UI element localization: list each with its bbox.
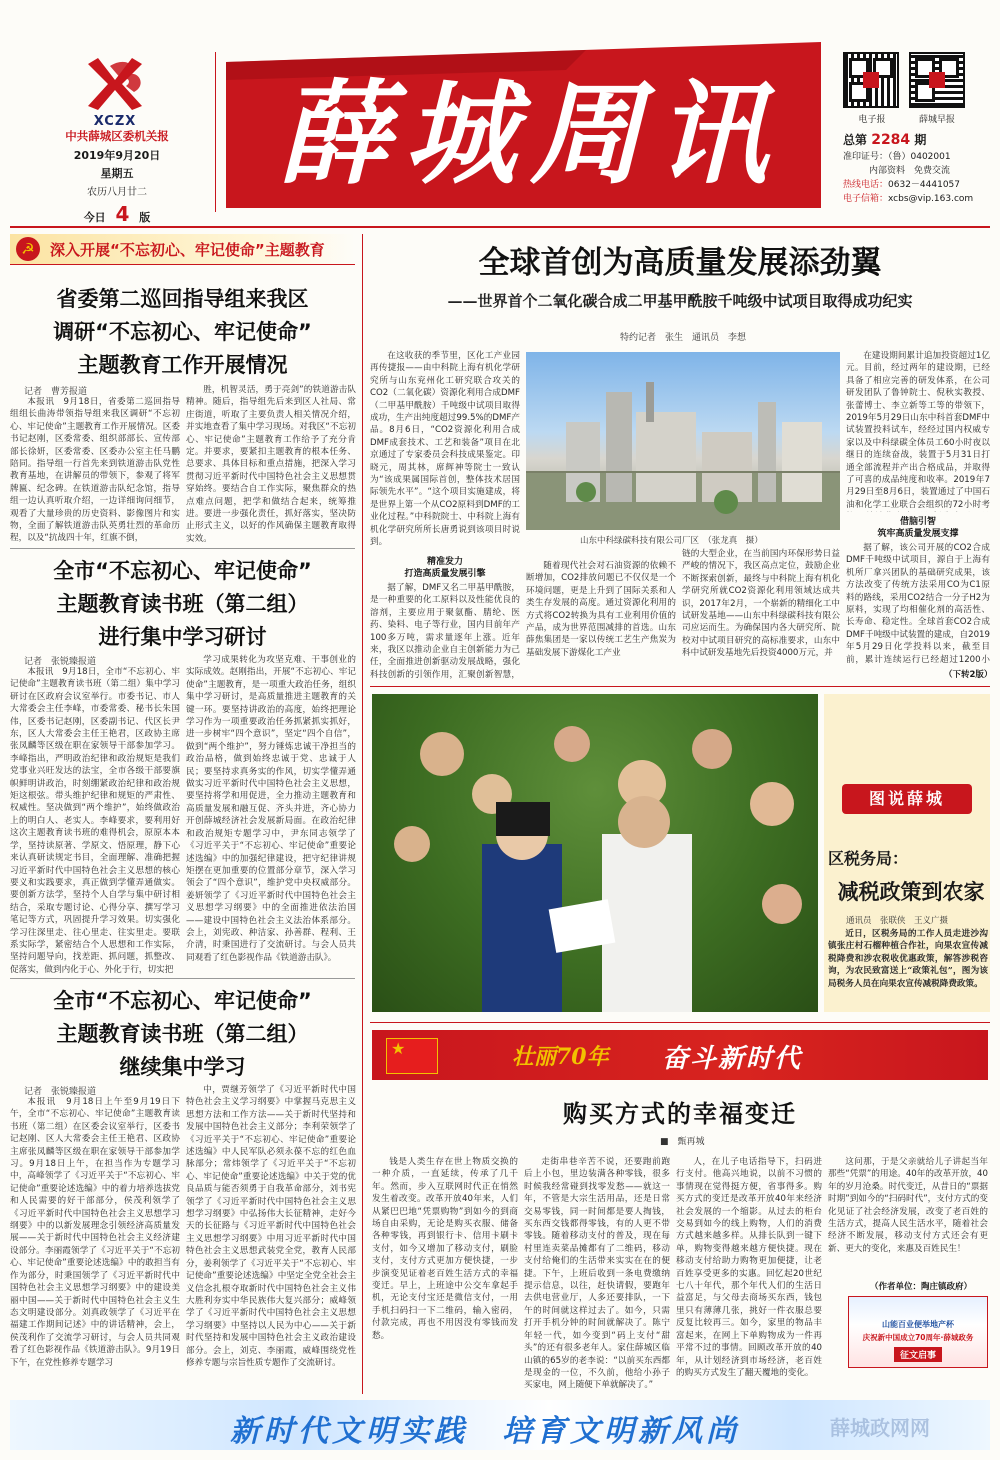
main-subhead2: 借脑引智 筑牢高质量发展支撑 [877,517,959,539]
qr-block [845,54,985,124]
main-col2b: 随着现代社会对石油资源的依赖不断增加，CO2排放问题已不仅仅是一个环境问题，更是上升到了国际关系和人类生存发展的高度。通过资源化利用的方式将CO2转换为具有工业利用价值的产品，成为世界范围减排的首选。山东薛焦集团是一家以传统工艺生产焦炭为基础发展下游煤化工产业 [526,561,676,658]
issue-info [843,133,993,206]
article1-byline: 记者 曹芳报道 [24,387,88,397]
issue-number: 总第 2284 期 [843,132,927,148]
photo-caption: 山东中科绿碳科技有限公司厂区 （张龙真 摄） [580,536,763,546]
article1-col1: 本报讯 9月18日，省委第二巡回指导组组长曲涛带领指导组来我区调研“不忘初心、牢记使命”主题教育工作开展情况。区委书记赵刚，区委常委、组织部部长、宣传部部长徐妍，区委常委、区委办公室主任马鹏陪同。指导组一行首先来到铁道游击队党性教育基地，在讲解员的带领下，参观了将军牌匾、纪念碑。在铁道游击队纪念馆，指导组一边认真听取介绍，一边详细询问细节，观看了大量珍贵的历史资料、影像图片和实物，全面了解铁道游击队英勇壮烈的革命历程，以及“抗战四十年，红旗不倒， [10,397,180,544]
article3-headline: 全市“不忘初心、牢记使命” 主题教育读书班（第二组） 继续集中学习 [53,989,312,1079]
qr-code-epaper[interactable] [845,54,897,106]
theme-banner-text: 深入开展“不忘初心、牢记使命”主题教育 [50,241,325,259]
qr1-label: 电子报 [858,115,886,125]
weekday: 星期五 [100,167,134,180]
photo-essay-title1: 区税务局： [828,849,909,868]
orchard-illustration [372,694,818,1012]
page-count: 今日 4 版 [83,202,151,226]
footer-slogan: 新时代文明实践 培育文明新风尚 [230,1414,740,1449]
main-subheadline: ——世界首个二氧化碳合成二甲基甲酰胺千吨级中试项目取得成功纪实 [447,292,913,310]
feature-banner [372,1030,988,1080]
continued-note: （下转2版） [944,670,993,680]
ad-line1: 山能百业便举地产杯 [882,1320,954,1329]
article2-col1: 本报讯 9月18日，全市“不忘初心、牢记使命”主题教育读书班（第二组）集中学习研讨在区政府会议室举行。市委书记、市人大常委会主任李峰，市委常委、秘书长朱国伟，区委书记赵刚，区委副书记、代区长尹东，区人大常委会主任王艳君，区政协主席张凤麟等区级在职在家领导干部参加学习。李峰指出，严明政治纪律和政治规矩是我们党事业兴旺发达的法宝，全市各级干部要旗帜鲜明讲政治，时刻绷紧政治纪律和政治规矩这根弦。带头维护纪律和规矩的严肃性、权威性。坚决做到“两个维护”，始终做政治上的明白人、老实人。李峰要求，要利用好这次主题教育读书班的难得机会，原原本本学，坚持读原著、学原文、悟原理，静下心来认真研读规定书目，全面理解、准确把握习近平新时代中国特色社会主义思想的核心要义和实践要求，真正做到学懂弄通做实。要创新方法学，坚持个人自学与集中研讨相结合，采取专题讨论、心得分享、撰写学习笔记等方式，巩固提升学习效果。切实强化学习往深里走、往心里走、往实里走。要联系实际学，紧密结合个人思想和工作实际，坚持问题导向，找差距、抓问题，抓整改、促落实，做到内化于心、外化于行，切实把 [10,667,180,974]
party-emblem-icon: ☭ [16,237,40,261]
masthead [0,0,1000,228]
article2-headline: 全市“不忘初心、牢记使命” 主题教育读书班（第二组） 进行集中学习研讨 [53,559,312,649]
feature-col1: 钱是人类生存在世上物质交换的一种介质，一直延续，传承了几千年。然而，步入互联网时代正在悄然发生着改变。改革开放40年来，人们从紧巴巴地“凭票购物”到如今的到商场自由采购，无论是购买衣服、储备各种零钱，再到银行卡、信用卡刷卡支付，如今又增加了移动支付，刷脸支付，支付方式更加方便快捷，一步步演变见证着老百姓生活方式的幸福变迁。早上，上班途中公交车拿起手机，无论支付宝还是微信支付，一用手机扫码扫一下二维码，输入密码，付款完成，再也不用因没有零钱而发愁。 [372,1157,518,1341]
article2-byline: 记者 张锐臻报道 [24,657,97,667]
main-col4b: 据了解，该公司开展的CO2合成DMF千吨级中试项目，源自于上海有机所厂拿兴团队的基础研究成果，该方法改变了传统方法采用CO为C1原料的路线，采用CO2结合一分子H2为原料，实现了均相催化剂的高活性、长寿命、稳定性。全球首套CO2合成DMF千吨级中试装置的建成，自2019年5月29日化学投料以来，截至目前，累计连续运行已经超过1200小 [846,543,990,665]
main-col1: 在这收获的季节里，区化工产业园再传捷报——由中科院上海有机化学研究所与山东兖州化工研究联合攻关的CO2（二氧化碳）资源化利用合成DMF（二甲基甲酰胺）千吨级中试项目取得成功，生产出纯度超过99.5%的DMF产品。8月6日，“CO2资源化利用合成DMF成套技术、工艺和装备”项目在北京通过了专家委员会科技成果鉴定。印晓元，周其林，席辉神等院士一致认为“该成果属国际首创，整体技术居国际领先水平”。“这个项目实施建成，将是世界上第一个从CO2原料到DMF的工业化过程。”中科院院士、中科院上海有机化学研究所所长唐勇说到该项目时说到。 [370,351,520,548]
main-byline: 特约记者 张生 通讯员 李想 [620,333,747,343]
feature-endnote: （作者单位：陶庄镇政府） [870,1282,973,1292]
lunar-date: 农历八月廿二 [87,187,147,198]
feature-headline: 购买方式的幸福变迁 [563,1100,797,1128]
hotline: 热线电话：0632－4441057 [843,180,961,190]
main-col4: 在建设期间累计追加投资超过1亿元。目前，经过两年的建设期，已经具备了相应完善的研发体系，在公司研发团队了鲁钟院士、倪秋实教授、张蕾博士、李立新等工等的带领下，2019年5月29日山东中科首套DMF中试装置投料试车，经经过国内权威专家以及中科绿碳全体员工60小时夜以继日的连续奋战，装置于5月31日打通全部流程并产出合格成品，并取得了可喜的成品纯度和收率。2019年7月29日至8月6日，装置通过了中国石油和化学工业联合会组织的72小时考 [846,351,990,510]
feature-col4: 这问那，于是父亲就给儿子讲起当年那些“凭票”的用途。40年的改革开放，40年的岁月沧桑。时代变迁，从昔日的“票据时期”到如今的“扫码时代”，支付方式的变化见证了社会经济发展，改变了老百姓的生活方式，提高人民生活水平，随着社会经济不断发展，移动支付方式还会有更新、更大的变化，来惠及百姓民生！ [828,1157,988,1254]
issue-date: 2019年9月20日 [73,149,161,162]
qr2-label: 薛城早报 [918,115,955,125]
title-block [226,40,821,210]
factory-illustration [526,352,840,530]
article3-col1: 本报讯 9月18日上午至9月19日下午，全市“不忘初心、牢记使命”主题教育读书班（第二组）在区委会议室举行，区委书记赵刚、区人大常委会主任王艳君、区政协主席张凤麟等区级在职在家领导干部参加学习。9月18日上午，在担当作为专题学习中，高峰领学了《习近平关于“不忘初心、牢记使命”重要论述选编》中的着力培养选拔党和人民需要的好干部部分，侯茂利领学了《习近平新时代中国特色社会主义思想学习纲要》中的以新发展理念引领经济高质量发展——关于新时代中国特色社会主义经济建设部分。李丽霞领学了《习近平关于“不忘初心、牢记使命”重要论述选编》中的敢担当有作为部分，时秉国领学了《习近平新时代中国特色社会主义思想学习纲要》中的建设美丽中国——关于新时代中国特色社会主义生态文明建设部分。刘真政领学了《习近平在福建工作期间记述》中的讲话精神，会上，侯茂利作了交流学习研讨，与会人员共同观看了红色影视作品《铁道游击队》。9月19日下午，在党性修养专题学习 [10,1097,180,1368]
permit: 准印证号：（鲁）0402001 [843,152,951,162]
article3-byline: 记者 张锐臻报道 [24,1087,97,1097]
ad-line3: 征文启事 [894,1347,942,1362]
qr-code-morning[interactable] [911,54,963,106]
feature-col3: 人，在儿子电话指导下，扫码进行支付。他高兴地说，以前不习惯的事情现在觉得挺方便，省事得多。购买方式的变迁是改革开放40年来经济社会发展的一个缩影。从过去的柜台交易到如今的线上购物，人们的消费方式越来越多样。从排长队到一键下单，购物变得越来越方便快捷。现在移动支付给助力购物更加便捷，让老百姓享受更多的实惠。回忆起20世纪七八十年代，那个年代人们的生活日益富足，与父母去商场买东西，钱包里只有薄薄几张，挑好一件衣服总要反复比较再三。如今，家里的物品丰富起来，在网上下单购物成为一件再平常不过的事情。回顾改革开放的40年，从计划经济到市场经济，老百姓的购买方式发生了翻天覆地的变化。 [676,1157,822,1378]
footer-watermark: 薛城政网网 [830,1416,930,1440]
masthead-rule [10,226,990,228]
feature-col2: 走街串巷辛苦不说，还要跑前跑后上小包，里边装满各种零钱，很多时候我经常碰到找零发愁——就这一年，不管是大宗生活用品，还是日常交易零钱，同一时间都是要人掏钱，买东西交钱都得零钱，有的人更不带零钱。随着移动支付的普及，现在每村里连卖菜品摊都有了二维码，移动支付给俺们的生活带来实实在在的便捷。下午，上班后收到一条电费缴纳提示信息，以往，赶快请假，要跑年去供电营业厅，人多还要排队，一下午的时间就这样过去了。如今，只需打开手机分钟的时间就解决了。陈宁年轻一代，如今变到“码上支付“甜头”的还有很多老年人。家住薛城区临山镇的65岁的老李说：“以前买东西都是现金的一位，不久前，他给小孙子买家电，网上随便下单就解决了。” [524,1157,670,1391]
feature-author: ■ 甄再城 [660,1137,705,1147]
main-col1b: 据了解，DMF又名二甲基甲酰胺，是一种重要的化工原料以及性能优良的溶剂，主要应用于聚氨酯、腈纶、医药、染料、电子等行业，国内目前年产100多万吨，需求量逐年上涨。近年来，我区以推动企业自主创新能力为己任，全面推进创新驱动发展战略，强化科技创新的引领作用，汇聚创新智慧， [370,583,520,680]
photo-essay-title2: 减税政策到农家 [837,880,985,904]
ad-line2: 庆祝新中国成立70周年·薛城政务 [862,1333,974,1342]
footer-banner [10,1400,990,1450]
publisher-info [22,128,212,226]
main-subhead1: 精准发力 打造高质量发展引擎 [404,557,486,579]
article1-headline: 省委第二巡回指导组来我区 调研“不忘初心、牢记使命” 主题教育工作开展情况 [53,287,312,377]
essay-contest-ad[interactable] [848,1296,988,1368]
theme-banner [10,234,355,264]
internal-note: 内部资料 免费交流 [869,166,951,176]
title-calligraphy: 薛城周讯 [278,69,782,200]
photo-essay-caption: 近日，区税务局的工作人员走进沙沟镇张庄村石榴种植合作社，向果农宣传减税降费和涉农税收优惠政策，解答涉税咨询，为农民致富送上“政策礼包”，图为该局税务人员在向果农宣传减税降费政策。 [828,929,988,989]
feature-banner-right: 奋斗新时代 [662,1044,803,1074]
article1-col2: 胜，机智灵活，勇于亮剑”的铁道游击队精神。随后，指导组先后来到区人社局、常庄街道，听取了主要负责人相关情况介绍，并实地查看了集中学习现场。对我区“不忘初心、牢记使命”主题教育工作给予了充分肯定。并要求，要紧扣主题教育的根本任务、总要求、具体目标和重点措施，把深入学习贯彻习近平新时代中国特色社会主义思想贯穿始终。要结合自工作实际，聚焦群众的热点难点问题，把学和做结合起来，统筹推进。要进一步强化责任，抓好落实，坚决防止形式主义，以好的作风确保主题教育取得实效。 [186,385,356,544]
article2-col2: 学习成果转化为攻坚克难、干事创业的实际成效。赵刚指出，开展“不忘初心、牢记使命”主题教育，是一项重大政治任务，组织集中学习研讨，是高质量推进主题教育的关键一环。要坚持讲政治的高度，始终把理论学习作为一项重要政治任务抓紧抓实抓好，进一步树牢“四个意识”，坚定“四个自信”，做到“两个维护”，努力锤炼忠诚干净担当的政治品格，做到始终忠诚于党、忠诚于人民；要坚持求真务实的作风，切实学懂弄通做实习近平新时代中国特色社会主义思想，要坚持将学和用促进，全力推动主题教育和高质量发展和融互促、齐头并进，齐心协力开创薛城经济社会发展新局面。在政治纪律和政治规矩专题学习中，尹东同志领学了《习近平关于“不忘初心、牢记使命”重要论述选编》中的加强纪律建设，把守纪律讲规矩摆在更加重要的位置部分章节，深入学习领会了“四个意识”，维护党中央权威部分。姜妍领学了《习近平新时代中国特色社会主义思想学习纲要》中的全面推进依法治国——建设中国特色社会主义法治体系部分。会上，刘宪政、种洁家、孙善群、程利、王介清，时秉国进行了交流研讨。与会人员共同观看了红色影视作品《铁道游击队》。 [186,655,356,963]
factory-photo [526,352,840,530]
logo [70,52,160,129]
email: 电子信箱：xcbs@vip.163.com [843,194,974,204]
main-headline: 全球首创为高质量发展添劲翼 [478,245,882,281]
pomegranate-photo [372,694,818,1012]
logo-text: XCZX [93,114,137,129]
publisher: 中共薛城区委机关报 [65,129,169,143]
article3-col2: 中，贾继芳领学了《习近平新时代中国特色社会主义学习纲要》中掌握马克思主义思想方法和工作方法——关于新时代坚持和发展中国特色社会主义部分；李利荣领学了《习近平关于“不忘初心、牢记使命”重要论述选编》中人民军队必须永葆不忘的红色血脉部分；常炜领学了《习近平关于“不忘初心、牢记使命”重要论述选编》中关于党的优良品质与能否须勇于自我革命部分，刘书宪领学了《习近平新时代中国特色社会主义思想学习纲要》中弘扬伟大长征精神，走好今天的长征路与《习近平新时代中国特色社会主义思想学习纲要》中用习近平新时代中国特色社会主义思想武装党全党，教育人民部分，姜利领学了《习近平关于“不忘初心、牢记使命”重要论述选编》中坚定全党全社会主义信念扎根夺取新时代中国特色社会主义伟大胜利夯实中华民族伟大复兴部分；威峰领学了《习近平新时代中国特色社会主义思想学习纲要》中坚持以人民为中心——关于新时代坚持和发展中国特色社会主义政治建设部分。会上，刘克、李丽霞，威峰围绕党性修养专题与宗旨性质专题作了交流研讨。 [186,1085,356,1368]
photo-essay-byline: 通讯员 张联侠 王义广摄 [846,916,949,926]
main-col3b: 链的大型企业，在当前国内环保形势日益严峻的情况下，我区高点定位，鼓励企业不断探索创新，最终与中科院上海有机化学研究所就CO2资源化利用领域达成共识，2017年2月，一个崭新的精细化工中试研发基地——山东中科绿碳科技有限公司应运而生。为确保国内各大研究所、院校对中试项目研究的高标准要求，山东中科中试研发基地先后投资4000万元，并 [682,549,840,659]
photo-essay-tag: 图说薛城 [842,784,972,814]
feature-banner-left: 壮丽70年 [512,1044,609,1070]
flag-icon: ★ [386,1038,438,1074]
logo-icon [70,52,160,112]
